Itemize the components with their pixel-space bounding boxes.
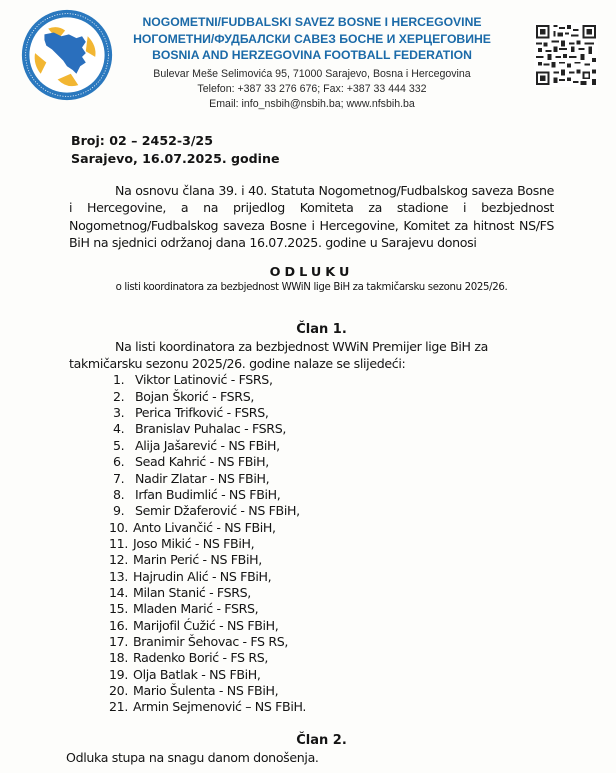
coordinator-number: 12. bbox=[109, 552, 128, 568]
coordinator-number: 15. bbox=[109, 601, 128, 617]
decision-document bbox=[0, 112, 616, 766]
org-name-cyrillic: НОГОМЕТНИ/ФУДБАЛСКИ САВЕЗ БОСНЕ И ХЕРЦЕГОВИНЕ bbox=[133, 31, 491, 46]
coordinator-name: Sead Kahrić - NS FBiH, bbox=[135, 454, 269, 470]
coordinator-name: Marijofil Ćužić - NS FBiH, bbox=[133, 617, 279, 633]
coordinator-number: 9. bbox=[113, 503, 125, 519]
coordinator-name: Alija Jašarević - NS FBiH, bbox=[135, 437, 280, 453]
coordinator-name: Joso Mikić - NS FBiH, bbox=[133, 535, 255, 551]
preamble-text: Na osnovu člana 39. i 40. Statuta Nogometnog/Fudbalskog saveza Bosne i Hercegovine, a na prijedlog Komiteta za stadione i bezbjednost Nogometnog/Fudbalskog saveza Bosne i Hercegovine, Komitet za hitnost NS/FS BiH na sjednici održanoj dana 16.07.2025. godine u Sarajevu donosi bbox=[69, 183, 554, 251]
coordinator-name: Bojan Škorić - FSRS, bbox=[135, 388, 255, 404]
coordinator-name: Semir Džaferović - NS FBiH, bbox=[135, 503, 300, 519]
coordinator-number: 7. bbox=[113, 470, 125, 486]
org-name-latin: NOGOMETNI/FUDBALSKI SAVEZ BOSNE I HERCEGOVINE bbox=[142, 15, 482, 29]
coordinator-number: 3. bbox=[113, 405, 125, 421]
coordinator-item bbox=[109, 682, 554, 699]
coordinator-item bbox=[109, 519, 554, 536]
qr-code-icon bbox=[534, 22, 598, 88]
coordinator-item bbox=[113, 503, 554, 519]
coordinator-number: 11. bbox=[109, 535, 128, 551]
coordinator-item bbox=[113, 389, 554, 405]
coordinator-name: Perica Trifković - FSRS, bbox=[135, 405, 269, 421]
coordinator-item bbox=[109, 535, 554, 552]
coordinator-number: 13. bbox=[109, 568, 128, 584]
coordinator-name: Olja Batlak - NS FBiH, bbox=[133, 666, 261, 682]
coordinator-item bbox=[109, 601, 554, 617]
organization-info bbox=[132, 14, 492, 112]
coordinator-name: Branislav Puhalac - FSRS, bbox=[135, 421, 287, 437]
org-email-web: Email: info_nsbih@nsbih.ba; www.nfsbih.ba bbox=[209, 97, 415, 110]
coordinator-number: 8. bbox=[113, 486, 125, 502]
article-2-text: Odluka stupa na snagu danom donošenja. bbox=[66, 749, 319, 765]
coordinator-number: 16. bbox=[109, 617, 128, 633]
place-date: Sarajevo, 16.07.2025. godine bbox=[71, 151, 280, 166]
coordinator-number: 14. bbox=[109, 584, 128, 600]
coordinator-number: 10. bbox=[109, 519, 128, 535]
coordinator-item bbox=[109, 666, 554, 683]
preamble bbox=[69, 182, 554, 252]
coordinator-item bbox=[113, 454, 554, 470]
coordinator-item bbox=[113, 421, 554, 437]
coordinator-name: Radenko Borić - FS RS, bbox=[133, 650, 269, 666]
coordinator-number: 6. bbox=[113, 454, 125, 470]
coordinator-item bbox=[113, 438, 554, 454]
coordinator-item bbox=[109, 633, 554, 650]
coordinator-name: Anto Livančić - NS FBiH, bbox=[133, 519, 276, 535]
document-title: ODLUKU bbox=[269, 264, 354, 280]
coordinator-item bbox=[113, 487, 554, 503]
coordinator-name: Irfan Budimlić - NS FBiH, bbox=[135, 486, 281, 502]
nfsbih-crest-icon bbox=[20, 8, 114, 102]
coordinator-item bbox=[109, 552, 554, 568]
coordinator-list bbox=[109, 372, 554, 715]
article-1-intro bbox=[69, 338, 554, 373]
coordinator-item bbox=[113, 405, 554, 421]
letterhead bbox=[0, 0, 616, 112]
coordinator-name: Armin Sejmenović – NS FBiH. bbox=[133, 699, 307, 715]
coordinator-item bbox=[109, 584, 554, 601]
coordinator-item bbox=[109, 617, 554, 634]
org-name-english: BOSNIA AND HERZEGOVINA FOOTBALL FEDERATION bbox=[152, 48, 472, 62]
coordinator-name: Nadir Zlatar - NS FBiH, bbox=[135, 470, 270, 486]
coordinator-item bbox=[109, 650, 554, 666]
org-address: Bulevar Meše Selimovića 95, 71000 Sarajevo, Bosna i Hercegovina bbox=[153, 67, 471, 80]
coordinator-number: 2. bbox=[113, 388, 125, 404]
article-2-heading: Član 2. bbox=[296, 732, 347, 748]
coordinator-name: Mario Šulenta - NS FBiH, bbox=[133, 682, 279, 698]
coordinator-name: Mladen Marić - FSRS, bbox=[133, 601, 259, 617]
coordinator-number: 21. bbox=[109, 699, 128, 715]
coordinator-number: 18. bbox=[109, 650, 128, 666]
coordinator-number: 20. bbox=[109, 682, 128, 698]
coordinator-number: 1. bbox=[113, 372, 125, 388]
article-1-intro-text: Na listi koordinatora za bezbjednost WWiN Premijer lige BiH za takmičarsku sezonu 2025/26. godine nalaze se slijedeći: bbox=[69, 338, 488, 372]
coordinator-item bbox=[109, 699, 554, 715]
coordinator-name: Branimir Šehovac - FS RS, bbox=[133, 633, 289, 649]
coordinator-item bbox=[113, 471, 554, 487]
coordinator-name: Viktor Latinović - FSRS, bbox=[135, 372, 273, 388]
org-phone-fax: Telefon: +387 33 276 676; Fax: +387 33 444 332 bbox=[197, 82, 427, 95]
document-subtitle: o listi koordinatora za bezbjednost WWiN lige BiH za takmičarsku sezonu 2025/26. bbox=[115, 281, 508, 293]
article-1-heading: Član 1. bbox=[296, 321, 347, 337]
coordinator-name: Hajrudin Alić - NS FBiH, bbox=[133, 568, 272, 584]
coordinator-number: 4. bbox=[113, 421, 125, 437]
coordinator-number: 17. bbox=[109, 633, 128, 649]
coordinator-number: 5. bbox=[113, 437, 125, 453]
coordinator-number: 19. bbox=[109, 666, 128, 682]
coordinator-item bbox=[113, 372, 554, 388]
reference-number: Broj: 02 – 2452-3/25 bbox=[71, 133, 213, 148]
coordinator-name: Milan Stanić - FSRS, bbox=[133, 584, 251, 600]
coordinator-name: Marin Perić - NS FBiH, bbox=[133, 552, 262, 568]
coordinator-item bbox=[109, 568, 554, 585]
